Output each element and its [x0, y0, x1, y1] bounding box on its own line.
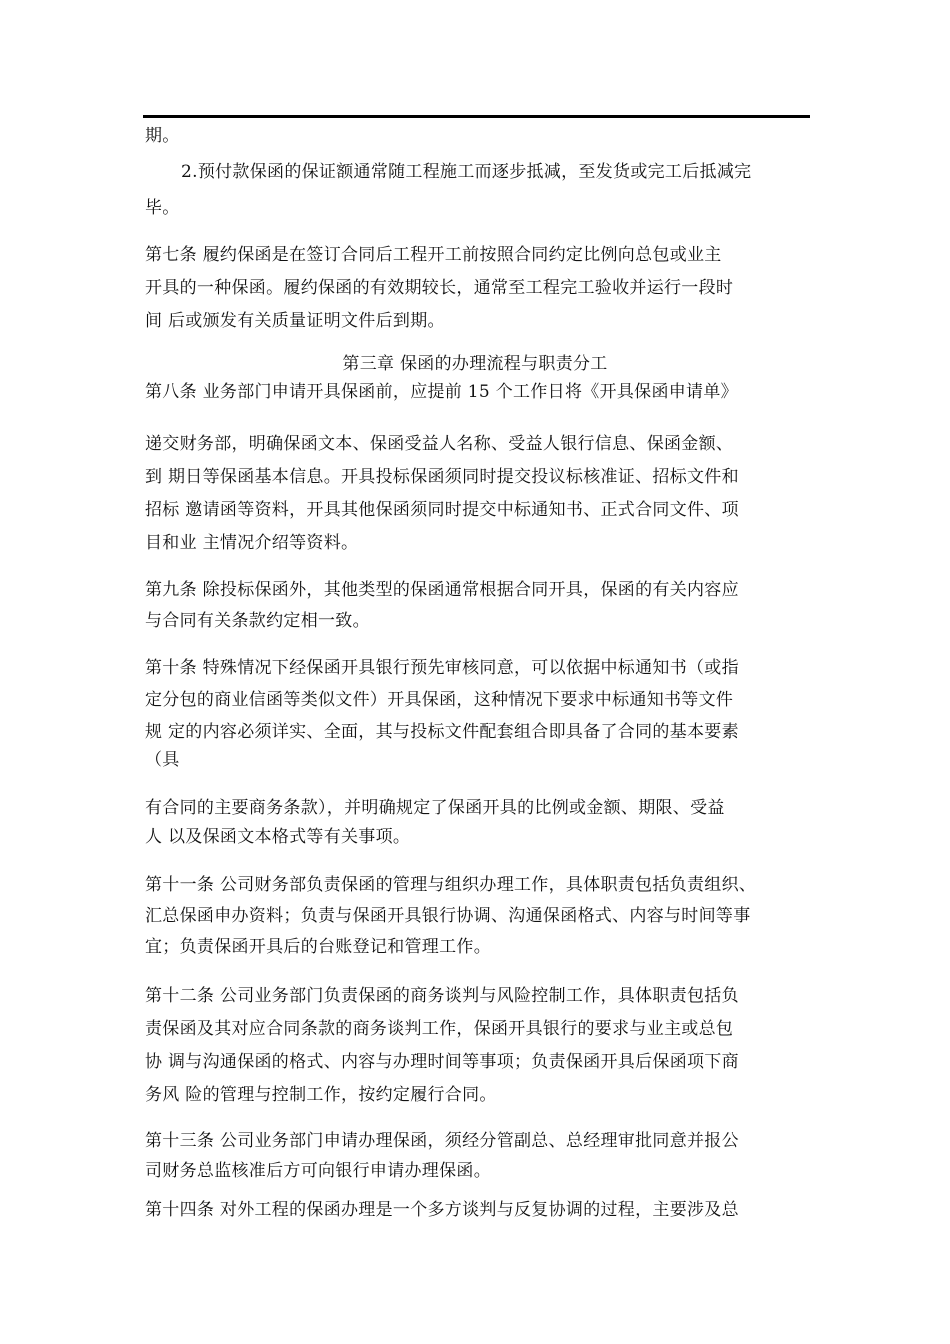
text-line: 汇总保函申办资料；负责与保函开具银行协调、沟通保函格式、内容与时间等事	[145, 906, 751, 926]
text-line: 到 期日等保函基本信息。开具投标保函须同时提交投议标核准证、招标文件和	[145, 467, 739, 487]
article-10: 第十条 特殊情况下经保函开具银行预先审核同意，可以依据中标通知书（或指	[145, 658, 739, 678]
text-line: 定分包的商业信函等类似文件）开具保函，这种情况下要求中标通知书等文件	[145, 690, 734, 710]
text-line: 有合同的主要商务条款），并明确规定了保函开具的比例或金额、期限、受益	[145, 798, 725, 818]
text-line: 递交财务部，明确保函文本、保函受益人名称、受益人银行信息、保函金额、	[145, 434, 734, 454]
article-14: 第十四条 对外工程的保函办理是一个多方谈判与反复协调的过程，主要涉及总	[145, 1200, 739, 1220]
text-line: 司财务总监核准后方可向银行申请办理保函。	[145, 1161, 491, 1181]
text-line: 目和业 主情况介绍等资料。	[145, 533, 359, 553]
text-line: 宜；负责保函开具后的台账登记和管理工作。	[145, 937, 491, 957]
text-line: 人 以及保函文本格式等有关事项。	[145, 827, 411, 847]
text-line: 毕。	[145, 198, 180, 218]
text-line: 开具的一种保函。履约保函的有效期较长，通常至工程完工验收并运行一段时	[145, 278, 734, 298]
article-12: 第十二条 公司业务部门负责保函的商务谈判与风险控制工作，具体职责包括负	[145, 986, 739, 1006]
article-13: 第十三条 公司业务部门申请办理保函，须经分管副总、总经理审批同意并报公	[145, 1131, 739, 1151]
text-line: 与合同有关条款约定相一致。	[145, 611, 370, 631]
article-11: 第十一条 公司财务部负责保函的管理与组织办理工作，具体职责包括负责组织、	[145, 875, 757, 895]
text-line: 责保函及其对应合同条款的商务谈判工作，保函开具银行的要求与业主或总包	[145, 1019, 734, 1039]
text-line: 间 后或颁发有关质量证明文件后到期。	[145, 311, 445, 331]
article-7: 第七条 履约保函是在签订合同后工程开工前按照合同约定比例向总包或业主	[145, 245, 722, 265]
header-rule	[143, 115, 810, 118]
text-line: 协 调与沟通保函的格式、内容与办理时间等事项；负责保函开具后保函项下商	[145, 1052, 739, 1072]
chapter-heading: 第三章 保函的办理流程与职责分工	[342, 354, 608, 374]
article-9: 第九条 除投标保函外，其他类型的保函通常根据合同开具，保函的有关内容应	[145, 580, 739, 600]
text-line: 招标 邀请函等资料，开具其他保函须同时提交中标通知书、正式合同文件、项	[145, 500, 739, 520]
article-8: 第八条 业务部门申请开具保函前，应提前 15 个工作日将《开具保函申请单》	[145, 382, 738, 402]
text-line: 务风 险的管理与控制工作，按约定履行合同。	[145, 1085, 497, 1105]
text-line: 期。	[145, 126, 180, 146]
text-line: 2.预付款保函的保证额通常随工程施工而逐步抵减，至发货或完工后抵减完	[181, 162, 752, 182]
text-line: （具	[145, 750, 180, 770]
text-line: 规 定的内容必须详实、全面，其与投标文件配套组合即具备了合同的基本要素	[145, 722, 739, 742]
